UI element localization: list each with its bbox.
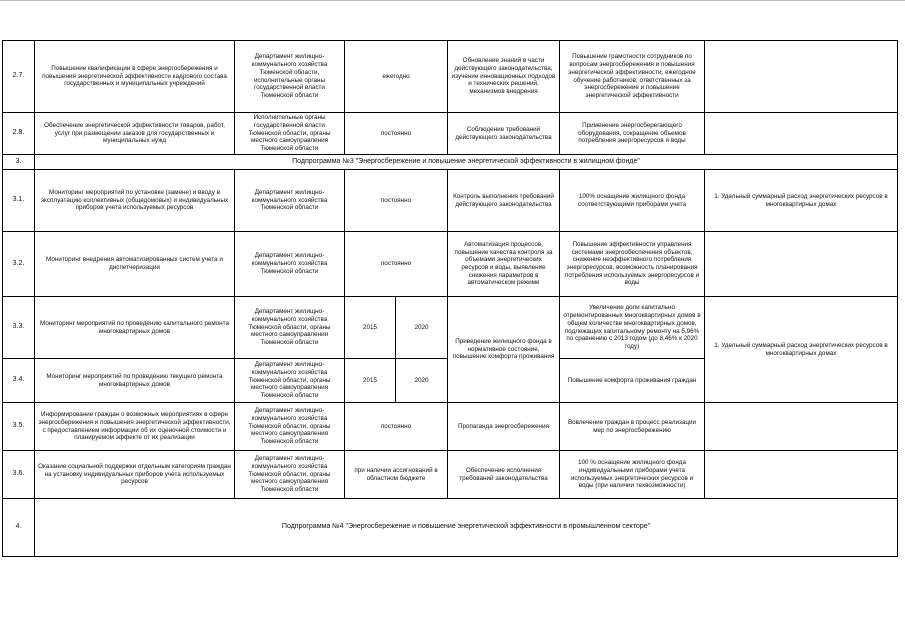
mechanism-cell: Пропаганда энергосбережения bbox=[448, 403, 560, 451]
result-cell: 100 % оснащение жилищного фонда индивидуальными приборами учета используемых энергетических ресурсов и воды (при наличии техвозможности) bbox=[560, 451, 705, 499]
row-number: 3.2. bbox=[3, 232, 35, 297]
period-cell: постоянно bbox=[345, 232, 448, 297]
event-cell: Мониторинг мероприятий по проведению капитального ремонта многоквартирных домов bbox=[35, 297, 235, 359]
result-cell: Повышение эффективности управления системами энергообеспечения объектов, снижение неэффективного потребления энергоресурсов, возможность планирования потребления используемых энергоресурсов и воды bbox=[560, 232, 705, 297]
indicator-cell: 1. Удельный суммарный расход энергетических ресурсов в многоквартирных домах bbox=[705, 297, 898, 403]
result-cell: Применение энергосберегающего оборудования, сокращение объемов потребления энергоресурсов и воды bbox=[560, 113, 705, 155]
indicator-cell bbox=[705, 41, 898, 113]
row-number: 3.5. bbox=[3, 403, 35, 451]
end-year-cell: 2020 bbox=[396, 297, 448, 359]
subprogram-title: Подпрограмма №4 "Энергосбережение и повышение энергетической эффективности в промышленном секторе" bbox=[35, 499, 898, 557]
event-cell: Мониторинг внедрения автоматизированных систем учета и диспетчеризации bbox=[35, 232, 235, 297]
subprogram-title: Подпрограмма №3 "Энергосбережение и повышение энергетической эффективности в жилищном фонде" bbox=[35, 155, 898, 170]
program-table bbox=[2, 40, 898, 557]
executor-cell: Департамент жилищно-коммунального хозяйства Тюменской области, органы местного самоуправления Тюменской области bbox=[235, 403, 345, 451]
end-year-cell: 2020 bbox=[396, 359, 448, 403]
executor-cell: Департамент жилищно-коммунального хозяйства Тюменской области, органы местного самоуправления Тюменской области bbox=[235, 297, 345, 359]
row-number: 3.6. bbox=[3, 451, 35, 499]
result-cell: Повышение грамотности сотрудников по вопросам энергосбережения и повышения энергетической эффективности, ежегодное обучение работников, ответственных за энергосбережение и повышение энергетической эффективности bbox=[560, 41, 705, 113]
mechanism-cell: Автоматизация процессов, повышение качества контроля за объемами энергетических ресурсов и воды, выявление снижения параметров в автоматическом режиме bbox=[448, 232, 560, 297]
row-number: 3.3. bbox=[3, 297, 35, 359]
executor-cell: Департамент жилищно-коммунального хозяйства Тюменской области bbox=[235, 232, 345, 297]
period-cell: ежегодно bbox=[345, 41, 448, 113]
start-year-cell: 2015 bbox=[345, 297, 396, 359]
result-cell: 100% оснащение жилищного фонда соответствующими приборами учета bbox=[560, 170, 705, 232]
mechanism-cell: Приведение жилищного фонда в нормативное состояние, повышение комфорта проживания bbox=[448, 297, 560, 403]
indicator-cell bbox=[705, 232, 898, 297]
event-cell: Повышение квалификации в сфере энергосбережения и повышения энергетической эффективности кадрового состава государственных и муниципальных учреждений bbox=[35, 41, 235, 113]
executor-cell: Департамент жилищно-коммунального хозяйства Тюменской области, органы местного самоуправления Тюменской области bbox=[235, 451, 345, 499]
result-cell: Повышение комфорта проживания граждан bbox=[560, 359, 705, 403]
subprogram-3-row bbox=[3, 155, 898, 170]
event-cell: Оказание социальной поддержки отдельным категориям граждан на установку индивидуальных приборов учета используемых ресурсов bbox=[35, 451, 235, 499]
executor-cell: Департамент жилищно-коммунального хозяйства Тюменской области, органы местного самоуправления Тюменской области bbox=[235, 359, 345, 403]
indicator-cell: 1. Удельный суммарный расход энергетических ресурсов в многоквартирных домах bbox=[705, 170, 898, 232]
row-number: 3.4. bbox=[3, 359, 35, 403]
table-row-3-1 bbox=[3, 170, 898, 232]
mechanism-cell: Обеспечение исполнения требований законодательства bbox=[448, 451, 560, 499]
executor-cell: Департамент жилищно-коммунального хозяйства Тюменской области, исполнительные органы государственной власти Тюменской области bbox=[235, 41, 345, 113]
event-cell: Мониторинг мероприятий по проведению текущего ремонта многоквартирных домов bbox=[35, 359, 235, 403]
subprogram-4-row bbox=[3, 499, 898, 557]
executor-cell: Исполнительные органы государственной власти Тюменской области, органы местного самоуправления Тюменской области bbox=[235, 113, 345, 155]
mechanism-cell: Соблюдение требований действующего законодательства bbox=[448, 113, 560, 155]
row-number: 3. bbox=[3, 155, 35, 170]
row-number: 3.1. bbox=[3, 170, 35, 232]
indicator-cell bbox=[705, 403, 898, 451]
table-row-3-2 bbox=[3, 232, 898, 297]
result-cell: Вовлечение граждан в процесс реализации мер по энергосбережению bbox=[560, 403, 705, 451]
period-cell: постоянно bbox=[345, 170, 448, 232]
mechanism-cell: Обновление знаний в части действующего законодательства, изучение инновационных подходов и технических решений, механизмов внедрения bbox=[448, 41, 560, 113]
period-cell: постоянно bbox=[345, 113, 448, 155]
table-row-2-8 bbox=[3, 113, 898, 155]
table-row-3-6 bbox=[3, 451, 898, 499]
table-row-3-3 bbox=[3, 297, 898, 359]
row-number: 4. bbox=[3, 499, 35, 557]
mechanism-cell: Контроль выполнения требований действующего законодательства bbox=[448, 170, 560, 232]
event-cell: Обеспечение энергетической эффективности товаров, работ, услуг при размещении заказов для государственных и муниципальных нужд bbox=[35, 113, 235, 155]
period-cell: постоянно bbox=[345, 403, 448, 451]
table-row-3-5 bbox=[3, 403, 898, 451]
page-top-edge bbox=[0, 0, 905, 1]
row-number: 2.7. bbox=[3, 41, 35, 113]
row-number: 2.8. bbox=[3, 113, 35, 155]
event-cell: Мониторинг мероприятий по установке (замене) и вводу в эксплуатацию коллективных (общедомовых) и индивидуальных приборов учета используемых ресурсов bbox=[35, 170, 235, 232]
start-year-cell: 2015 bbox=[345, 359, 396, 403]
indicator-cell bbox=[705, 113, 898, 155]
table-row-2-7 bbox=[3, 41, 898, 113]
event-cell: Информирование граждан о возможных мероприятиях в сфере энергосбережения и повышения энергетической эффективности, с предоставлением информации об их оценочной стоимости и планируемом эффекте от их реализации bbox=[35, 403, 235, 451]
period-cell: при наличии ассигнований в областном бюджете bbox=[345, 451, 448, 499]
result-cell: Увеличение доли капитально отремонтированных многоквартирных домов в общем количестве многоквартирных домов, подлежащих капитальному ремонту на 5,96% по сравнению с 2013 годом (до 8,46% к 2020 году) bbox=[560, 297, 705, 359]
indicator-cell bbox=[705, 451, 898, 499]
executor-cell: Департамент жилищно-коммунального хозяйства Тюменской области bbox=[235, 170, 345, 232]
